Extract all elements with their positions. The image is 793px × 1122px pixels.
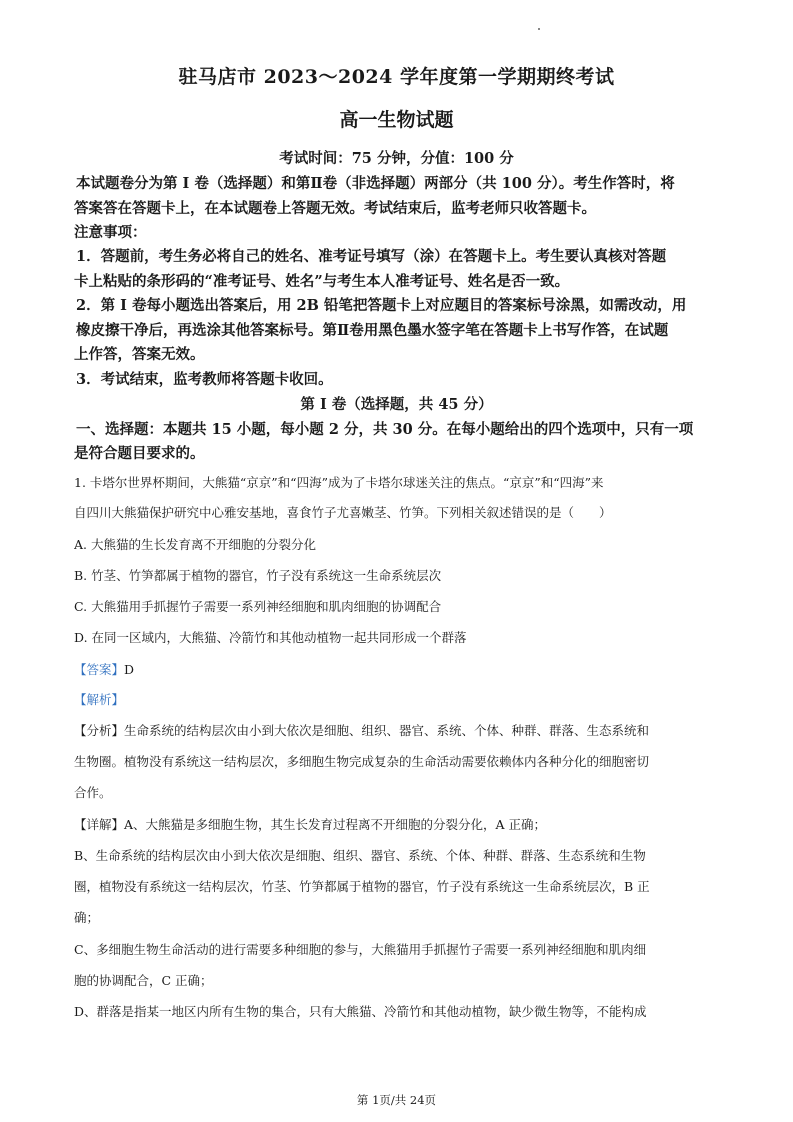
- detail-line-6: 胞的协调配合，C 正确；: [74, 973, 213, 988]
- section-desc-1: 一、选择题：本题共 15 小题，每小题 2 分，共 30 分。在每小题给出的四个选项中，只有一项: [76, 421, 694, 438]
- option-b: B. 竹茎、竹笋都属于植物的器官，竹子没有系统这一生命系统层次: [74, 568, 442, 583]
- intro-line-1: 本试题卷分为第 I 卷（选择题）和第Ⅱ卷（非选择题）两部分（共 100 分）。考生作答时，将: [76, 175, 675, 192]
- answer-line: [74, 660, 734, 678]
- answer-tag: 【答案】: [74, 662, 125, 677]
- note-line-4: 橡皮擦干净后，再选涂其他答案标号。第Ⅱ卷用黑色墨水签字笔在答题卡上书写作答，在试题: [76, 322, 669, 339]
- section-desc-2: 是符合题目要求的。: [74, 445, 205, 462]
- option-d: D. 在同一区域内，大熊猫、冷箭竹和其他动植物一起共同形成一个群落: [74, 630, 467, 645]
- detail-text-1: A、大熊猫是多细胞生物，其生长发育过程离不开细胞的分裂分化，A 正确；: [124, 817, 547, 832]
- option-c: C. 大熊猫用手抓握竹子需要一系列神经细胞和肌肉细胞的协调配合: [74, 599, 442, 614]
- intro-line-2: 答案答在答题卡上，在本试题卷上答题无效。考试结束后，监考老师只收答题卡。: [74, 200, 596, 217]
- exam-subtitle: 高一生物试题: [339, 109, 454, 131]
- detail-line-4: 确；: [74, 910, 100, 925]
- question-stem-2: 自四川大熊猫保护研究中心雅安基地，喜食竹子尤喜嫩茎、竹笋。下列相关叙述错误的是（ ）: [74, 505, 612, 520]
- fenxi-text-1: 生命系统的结构层次由小到大依次是细胞、组织、器官、系统、个体、种群、群落、生态系统和: [124, 723, 650, 738]
- exam-title: 驻马店市 2023～2024 学年度第一学期期终考试: [178, 66, 615, 88]
- note-line-2: 卡上粘贴的条形码的“准考证号、姓名”与考生本人准考证号、姓名是否一致。: [74, 273, 570, 290]
- detail-line-2: B、生命系统的结构层次由小到大依次是细胞、组织、器官、系统、个体、种群、群落、生态系统和生物: [74, 848, 646, 863]
- detail-line-3: 圈，植物没有系统这一结构层次，竹茎、竹笋都属于植物的器官，竹子没有系统这一生命系统层次，B 正: [74, 879, 650, 894]
- analysis-tag: 【解析】: [74, 692, 125, 707]
- detail-line-7: D、群落是指某一地区内所有生物的集合，只有大熊猫、冷箭竹和其他动植物，缺少微生物等，不能构成: [74, 1004, 647, 1019]
- fenxi-line-1: [74, 721, 734, 739]
- note-line-5: 上作答，答案无效。: [74, 346, 205, 363]
- exam-info: 考试时间：75 分钟，分值：100 分: [279, 150, 514, 167]
- note-line-1: 1．答题前，考生务必将自己的姓名、准考证号填写（涂）在答题卡上。考生要认真核对答题: [76, 248, 667, 265]
- notice-title: 注意事项：: [74, 224, 147, 241]
- fenxi-tag: 【分析】: [74, 723, 125, 738]
- fenxi-line-2: 生物圈。植物没有系统这一结构层次，多细胞生物完成复杂的生命活动需要依赖体内各种分化的细胞密切: [74, 754, 650, 769]
- option-a: A. 大熊猫的生长发育离不开细胞的分裂分化: [74, 537, 316, 552]
- detail-line-1: [74, 815, 734, 833]
- question-stem-1: 1. 卡塔尔世界杯期间，大熊猫“京京”和“四海”成为了卡塔尔球迷关注的焦点。“京京”和“四海”来: [74, 475, 604, 490]
- detail-tag: 【详解】: [74, 817, 125, 832]
- section-title: 第 I 卷（选择题，共 45 分）: [300, 396, 493, 413]
- fenxi-line-3: 合作。: [74, 785, 112, 800]
- note-line-3: 2．第 I 卷每小题选出答案后，用 2B 铅笔把答题卡上对应题目的答案标号涂黑，如需改动，用: [76, 297, 687, 314]
- note-line-6: 3．考试结束，监考教师将答题卡收回。: [76, 371, 333, 388]
- decorative-dot: [538, 28, 540, 30]
- answer-value: D: [124, 662, 135, 677]
- page-number: 第 1页/共 24页: [356, 1093, 437, 1107]
- detail-line-5: C、多细胞生物生命活动的进行需要多种细胞的参与，大熊猫用手抓握竹子需要一系列神经细胞和肌肉细: [74, 942, 647, 957]
